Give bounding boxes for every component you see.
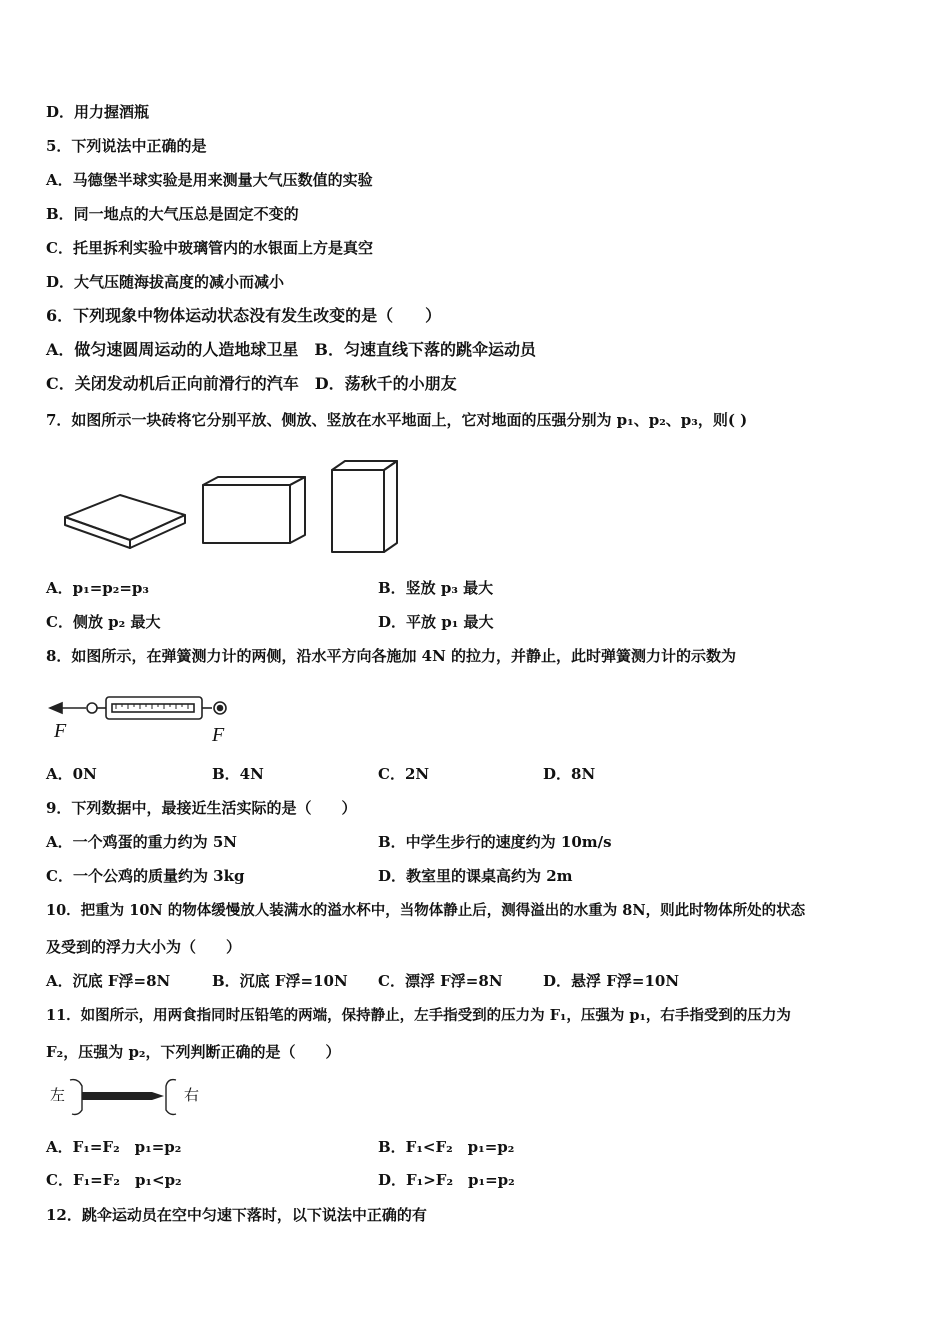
right-finger bbox=[166, 1080, 176, 1115]
q11-stem-line2: F₂，压强为 p₂，下列判断正确的是（ ） bbox=[46, 1043, 341, 1061]
q9-option-d: D．教室里的课桌高约为 2m bbox=[378, 867, 573, 885]
q8-option-a: A．0N bbox=[46, 765, 97, 783]
pencil-body bbox=[82, 1092, 152, 1100]
q7-option-a: A．p₁=p₂=p₃ bbox=[46, 579, 149, 597]
q6-options-cd: C．关闭发动机后正向前滑行的汽车 D．荡秋千的小朋友 bbox=[46, 374, 457, 393]
q9-option-b: B．中学生步行的速度约为 10m/s bbox=[378, 833, 612, 851]
pencil-drawing bbox=[48, 1076, 208, 1120]
q4-option-d: D．用力握酒瓶 bbox=[46, 103, 150, 121]
q9-option-c: C．一个公鸡的质量约为 3kg bbox=[46, 867, 245, 885]
q6-options-ab: A．做匀速圆周运动的人造地球卫星 B．匀速直线下落的跳伞运动员 bbox=[46, 340, 536, 359]
q11-option-d: D．F₁>F₂ p₁=p₂ bbox=[378, 1171, 515, 1189]
q10-stem-line1: 10．把重为 10N 的物体缓慢放人装满水的溢水杯中，当物体静止后，测得溢出的水重为 8N，则此时物体所处的状态 bbox=[46, 902, 806, 919]
q10-option-a: A．沉底 F浮=8N bbox=[46, 972, 171, 990]
q7-option-d: D．平放 p₁ 最大 bbox=[378, 613, 494, 631]
spring-scale-figure bbox=[48, 692, 238, 748]
q10-stem-line2: 及受到的浮力大小为（ ） bbox=[46, 938, 242, 956]
q10-option-d: D．悬浮 F浮=10N bbox=[543, 972, 680, 990]
q5-option-d: D．大气压随海拔高度的减小而减小 bbox=[46, 273, 285, 291]
pencil-tip bbox=[152, 1092, 164, 1100]
q5-stem: 5．下列说法中正确的是 bbox=[46, 137, 207, 155]
q11-stem-line1: 11．如图所示，用两食指同时压铅笔的两端，保持静止，左手指受到的压力为 F₁，压强为 p₁，右手指受到的压力为 bbox=[46, 1007, 791, 1024]
q5-option-c: C．托里拆利实验中玻璃管内的水银面上方是真空 bbox=[46, 239, 373, 257]
brick-figure bbox=[55, 455, 445, 560]
q8-stem: 8．如图所示，在弹簧测力计的两侧，沿水平方向各施加 4N 的拉力，并静止，此时弹簧测力计的示数为 bbox=[46, 647, 737, 665]
q6-stem: 6．下列现象中物体运动状态没有发生改变的是（ ） bbox=[46, 306, 442, 325]
pencil-figure bbox=[48, 1076, 208, 1120]
brick-standing bbox=[332, 461, 397, 552]
q10-option-b: B．沉底 F浮=10N bbox=[212, 972, 348, 990]
q7-stem: 7．如图所示一块砖将它分别平放、侧放、竖放在水平地面上，它对地面的压强分别为 p₁、p₂、p₃，则( ) bbox=[46, 411, 748, 429]
q10-option-c: C．漂浮 F浮=8N bbox=[378, 972, 503, 990]
q11-option-c: C．F₁=F₂ p₁<p₂ bbox=[46, 1171, 182, 1189]
brick-flat bbox=[65, 495, 185, 548]
spring-scale-drawing bbox=[48, 692, 238, 724]
q7-option-b: B．竖放 p₃ 最大 bbox=[378, 579, 494, 597]
brick-side bbox=[203, 477, 305, 543]
force-label-left: F bbox=[54, 720, 67, 742]
q8-option-d: D．8N bbox=[543, 765, 596, 783]
q9-stem: 9．下列数据中，最接近生活实际的是（ ） bbox=[46, 799, 357, 817]
q7-option-c: C．侧放 p₂ 最大 bbox=[46, 613, 161, 631]
q9-option-a: A．一个鸡蛋的重力约为 5N bbox=[46, 833, 238, 851]
left-finger bbox=[70, 1080, 82, 1115]
q5-option-a: A．马德堡半球实验是用来测量大气压数值的实验 bbox=[46, 171, 373, 189]
right-label: 右 bbox=[184, 1086, 200, 1104]
q11-option-b: B．F₁<F₂ p₁=p₂ bbox=[378, 1138, 515, 1156]
q8-option-c: C．2N bbox=[378, 765, 430, 783]
q5-option-b: B．同一地点的大气压总是固定不变的 bbox=[46, 205, 299, 223]
force-label-right: F bbox=[212, 724, 225, 746]
q8-option-b: B．4N bbox=[212, 765, 264, 783]
left-label: 左 bbox=[50, 1086, 66, 1104]
q11-option-a: A．F₁=F₂ p₁=p₂ bbox=[46, 1138, 182, 1156]
q12-stem: 12．跳伞运动员在空中匀速下落时，以下说法中正确的有 bbox=[46, 1206, 427, 1224]
